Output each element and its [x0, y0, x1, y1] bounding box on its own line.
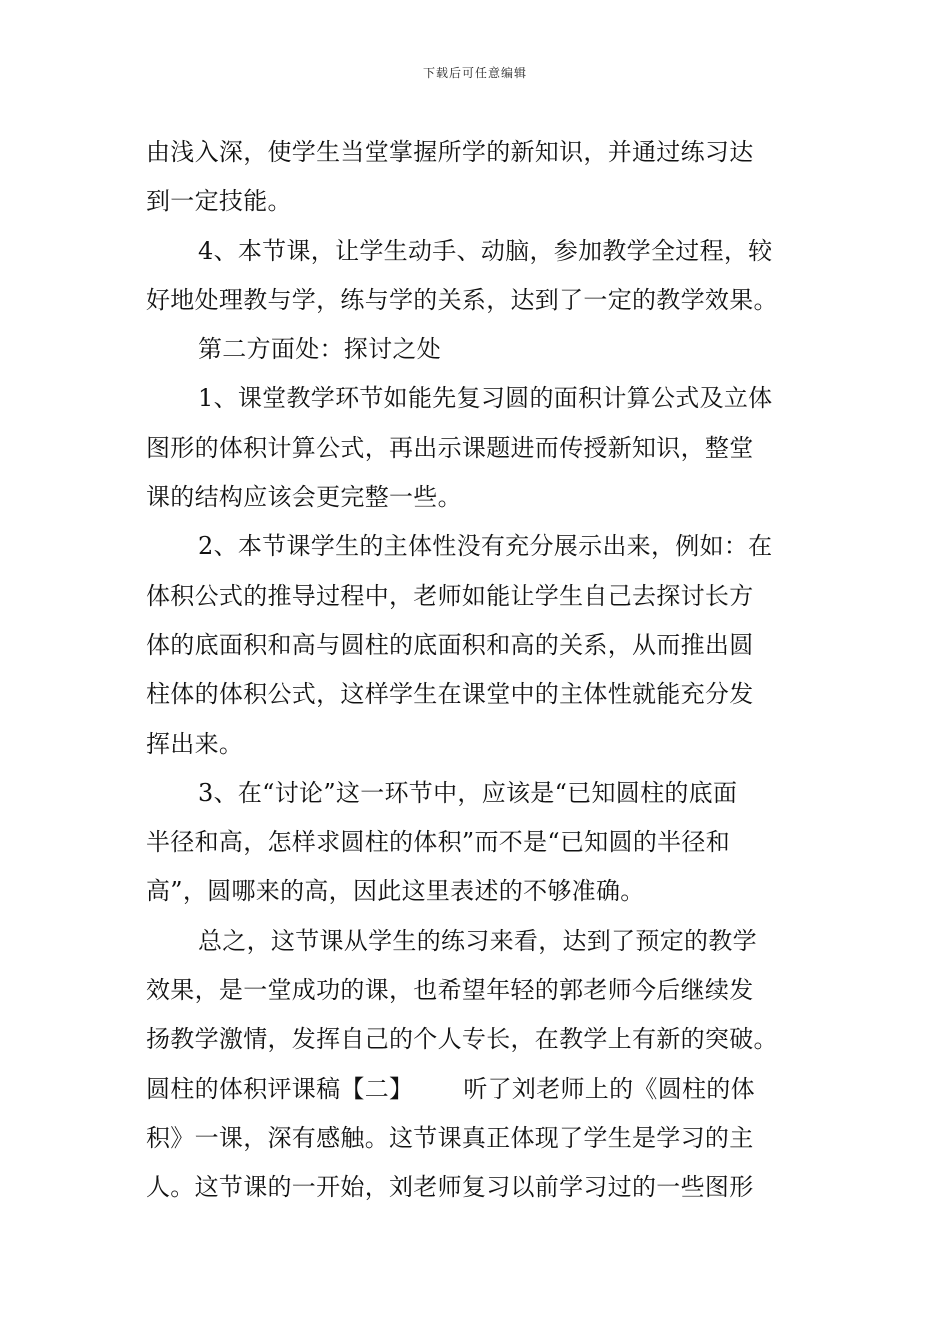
paragraph-start: 3、在“讨论”这一环节中，应该是“已知圆柱的底面	[198, 778, 738, 807]
text-line: 到一定技能。	[146, 187, 292, 216]
text-line: 图形的体积计算公式，再出示课题进而传授新知识，整堂	[146, 433, 754, 462]
text-line: 半径和高，怎样求圆柱的体积”而不是“已知圆的半径和	[146, 828, 731, 857]
paragraph-start: 4、本节课，让学生动手、动脑，参加教学全过程，较	[198, 236, 773, 265]
text-line: 扬教学激情，发挥自己的个人专长，在教学上有新的突破。	[146, 1025, 778, 1054]
text-line: 挥出来。	[146, 729, 244, 758]
text-line: 积》一课，深有感触。这节课真正体现了学生是学习的主	[146, 1123, 754, 1152]
text-line: 高”，圆哪来的高，因此这里表述的不够准确。	[146, 877, 645, 906]
paragraph-start: 2、本节课学生的主体性没有充分展示出来，例如：在	[198, 532, 773, 561]
text-line: 体的底面积和高与圆柱的底面积和高的关系，从而推出圆	[146, 630, 754, 659]
page-header: 下载后可任意编辑	[422, 66, 527, 80]
paragraph-start: 1、课堂教学环节如能先复习圆的面积计算公式及立体	[198, 384, 773, 413]
text-line: 柱体的体积公式，这样学生在课堂中的主体性就能充分发	[146, 680, 754, 709]
document-body	[146, 128, 816, 1213]
subheading: 第二方面处：探讨之处	[198, 335, 441, 364]
text-line: 由浅入深，使学生当堂掌握所学的新知识，并通过练习达	[146, 138, 754, 166]
text-line: 效果，是一堂成功的课，也希望年轻的郭老师今后继续发	[146, 976, 754, 1005]
section-first-text: 听了刘老师上的《圆柱的体	[463, 1074, 755, 1103]
text-line: 体积公式的推导过程中，老师如能让学生自己去探讨长方	[146, 581, 754, 610]
paragraph-start: 总之，这节课从学生的练习来看，达到了预定的教学	[198, 926, 757, 955]
section-title-line	[146, 1065, 816, 1114]
text-line: 课的结构应该会更完整一些。	[146, 483, 462, 512]
text-line: 好地处理教与学，练与学的关系，达到了一定的教学效果。	[146, 285, 778, 314]
text-line: 人。这节课的一开始，刘老师复习以前学习过的一些图形	[146, 1173, 754, 1202]
section-title: 圆柱的体积评课稿【二】	[146, 1074, 414, 1103]
